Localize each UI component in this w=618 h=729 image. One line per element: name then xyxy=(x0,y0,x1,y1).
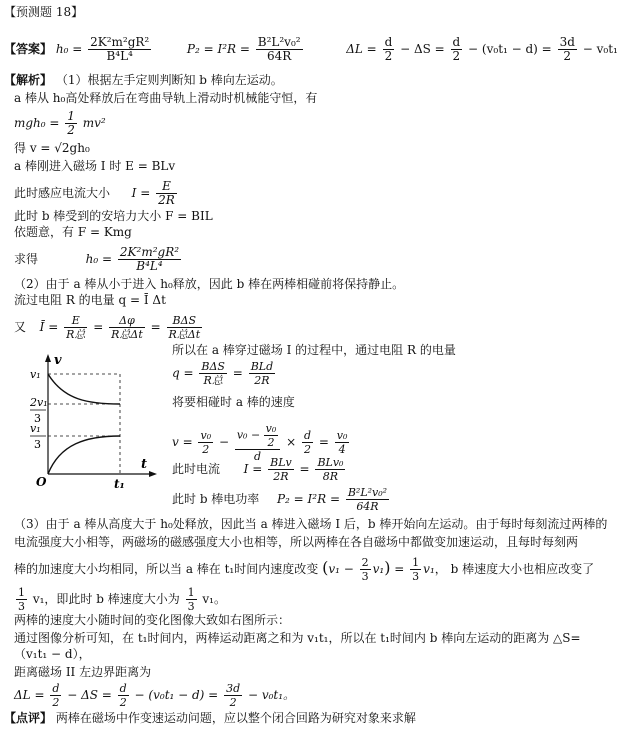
part3-line-7: （v₁t₁ − d）， xyxy=(14,647,91,661)
three-tick: 3 xyxy=(34,412,41,425)
answer-dl-lhs: ΔL = xyxy=(346,42,377,56)
comment-text: 两棒在磁场中作变速运动问题，应以整个闭合回路为研究对象来求解 xyxy=(55,711,416,725)
v1-tick: v₁ xyxy=(30,368,41,381)
answer-p-frac: $\frac{\text{B²L²v₀²}}{64R}$ xyxy=(257,35,301,63)
h0-result-line: 求得 h₀ = $\frac{\text{2K²m²gR²}}{\text{B⁴L⁴}}$ xyxy=(14,245,180,273)
part3-line-6: 通过图像分析可知，在 t₁时间内，两棒运动距离之和为 v₁t₁，所以在 t₁时间内 b 棒向左运动的距离为 △S= xyxy=(14,631,581,645)
emf-line: a 棒刚进入磁场 I 时 E = BLv xyxy=(14,159,176,173)
y-axis-arrow xyxy=(45,354,51,362)
answer-dl-frac1: $\frac{d}{2}$ xyxy=(384,35,393,63)
comment-line xyxy=(4,710,416,726)
t1-label: t₁ xyxy=(114,477,125,491)
force-line: 此时 b 棒受到的安培力大小 F = BIL xyxy=(14,209,213,223)
comment-tag: 【点评】 xyxy=(4,711,53,725)
charge-line: 流过电阻 R 的电量 q = Ī Δt xyxy=(14,293,166,307)
power-line: 此时 b 棒电功率 P₂ = I²R = $\frac{\text{B²L²v₀²}}{64R}$ xyxy=(172,486,388,513)
answer-dl-frac2: $\frac{d}{2}$ xyxy=(452,35,461,63)
answer-dl-mid2: − (v₀t₁ − d) = xyxy=(468,42,552,56)
answer-p-lhs: P₂ = I²R = xyxy=(186,42,250,56)
current-line: 此时感应电流大小 I = $\frac{E}{2R}$ xyxy=(14,179,175,207)
analysis-line-2: a 棒从 h₀高处释放后在弯曲导轨上滑动时机械能守恒，有 xyxy=(14,91,318,105)
problem-label: 【预测题 18】 xyxy=(4,5,84,19)
part3-line-5: 两棒的速度大小随时间的变化图像大致如右图所示： xyxy=(14,613,291,627)
q-equation: q = $\frac{\text{BΔS}}{\text{R总}}$ = $\frac{\text{BLd}}{2R}$ xyxy=(172,360,274,387)
analysis-line-1: 【解析】 （1）根据左手定则判断知 b 棒向左运动。 xyxy=(4,73,283,87)
velocity-time-graph xyxy=(28,352,158,492)
right-line-1: 所以在 a 棒穿过磁场 I 的过程中，通过电阻 R 的电量 xyxy=(172,343,456,357)
x-axis-arrow xyxy=(149,471,157,477)
part3-line-4: $\frac{1}{3}$ v₁，即此时 b 棒速度大小为 $\frac{1}{3}$ v₁。 xyxy=(18,586,226,613)
two-v1-tick: 2v₁ xyxy=(30,396,48,409)
analysis-tag: 【解析】 xyxy=(4,73,53,87)
final-dl-equation: ΔL = $\frac{d}{2}$ − ΔS = $\frac{d}{2}$ − (v₀t₁ − d) = $\frac{3d}{2}$ − v₀t₁。 xyxy=(14,682,296,709)
y-label: v xyxy=(54,353,62,368)
part3-line-8: 距离磁场 II 左边界距离为 xyxy=(14,665,152,679)
condition-line: 依题意，有 F = Kmg xyxy=(14,225,132,239)
curve-a xyxy=(48,374,120,404)
answer-tag: 【答案】 xyxy=(4,42,53,56)
part3-line-3: 棒的加速度大小均相同，所以当 a 棒在 t₁时间内速度改变 (v₁ − $\frac{2}{3}$ v₁) = $\frac{1}{3}$ v₁， b 棒速度大小也相应改变了 xyxy=(14,556,595,583)
v1-small-tick: v₁ xyxy=(30,422,41,435)
answer-line xyxy=(4,36,618,63)
answer-h0-lhs: h₀ = xyxy=(55,42,83,56)
part3-line-1: （3）由于 a 棒从高度大于 h₀处释放，因此当 a 棒进入磁场 I 后，b 棒开始向左运动。由于每时每刻流过两棒的 xyxy=(14,517,608,531)
right-line-2: 将要相碰时 a 棒的速度 xyxy=(172,395,295,409)
three-tick-2: 3 xyxy=(34,438,41,451)
v-equation: v = $\frac{\text{v₀}}{2}$ − v₀ − $\frac{\text{v₀}}{2}$ d × $\frac{d}{2}$ = $\frac{\text{v₀}}{4}$ xyxy=(172,422,348,463)
ibar-equation: 又 Ī = $\frac{E}{\text{R总}}$ = $\frac{\Delta\varphi}{\text{R总Δt}}$ = $\frac{\text{BΔS}}{\text{R总Δt}}$ xyxy=(14,314,201,341)
answer-dl-tail: − v₀t₁ xyxy=(582,42,618,56)
answer-h0-frac: $\frac{\text{2K²m²gR²}}{\text{B⁴L⁴}}$ xyxy=(90,35,150,63)
origin-label: O xyxy=(36,475,47,489)
part2-line-1: （2）由于 a 棒从小于进入 h₀释放，因此 b 棒在两棒相碰前将保持静止。 xyxy=(14,277,405,291)
answer-dl-mid: − ΔS = xyxy=(400,42,445,56)
answer-dl-frac3: $\frac{3d}{2}$ xyxy=(559,35,575,63)
part3-line-2: 电流强度大小相等，两磁场的磁感强度大小也相等，所以两棒在各自磁场中都做变加速运动，且每时每刻两 xyxy=(14,535,579,549)
mgh-equation: mgh₀ = $\frac{1}{2}$ mv² xyxy=(14,109,106,137)
velocity-result: 得 v = √2gh₀ xyxy=(14,141,90,155)
current-result-line: 此时电流 I = $\frac{\text{BLv}}{2R}$ = $\frac{\text{BLv₀}}{8R}$ xyxy=(172,456,344,483)
curve-b xyxy=(48,436,120,474)
x-label: t xyxy=(141,457,148,472)
